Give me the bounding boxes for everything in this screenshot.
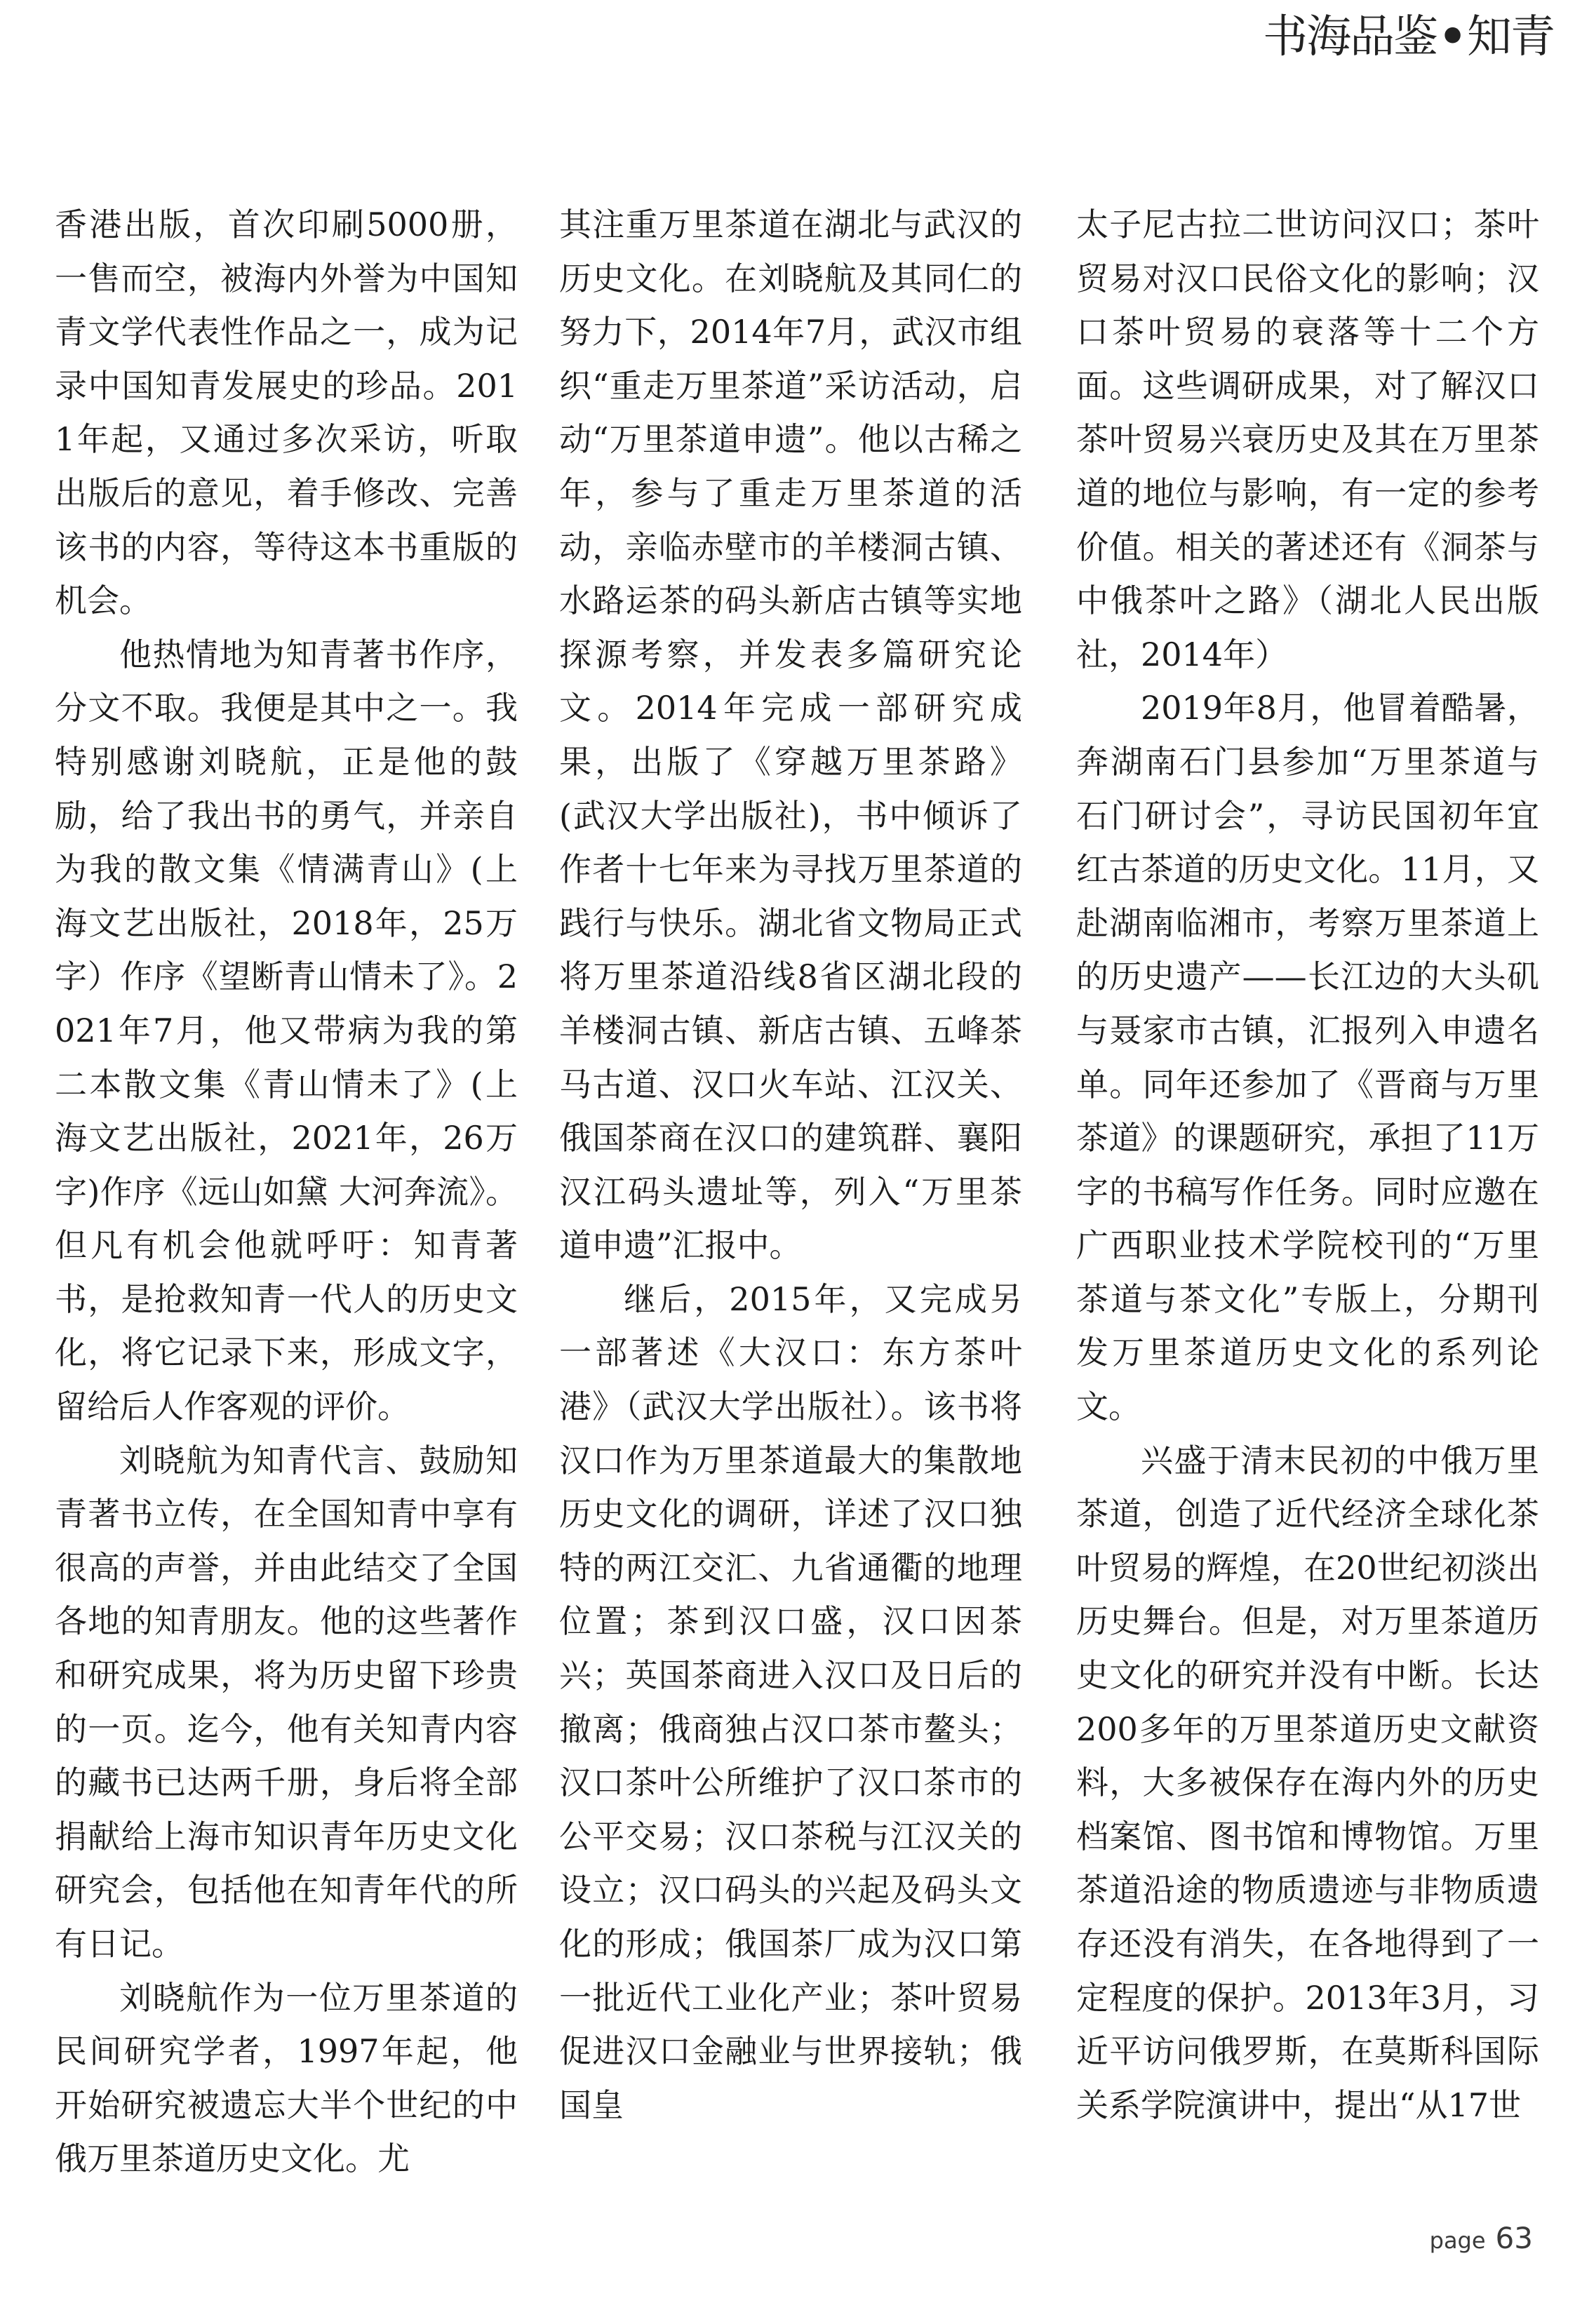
paragraph: 刘晓航为知青代言、鼓励知青著书立传，在全国知青中享有很高的声誉，并由此结交了全国各地的知青朋友。他的这些著作和研究成果，将为历史留下珍贵的一页。迄今，他有关知青内容的藏书已达两千册，身后将全部捐献给上海市知识青年历史文化研究会，包括他在知青年代的所有日记。 (55, 1441, 518, 1963)
paragraph: 其注重万里茶道在湖北与武汉的历史文化。在刘晓航及其同仁的努力下，2014年7月，武汉市组织“重走万里茶道”采访活动，启动“万里茶道申遗”。他以古稀之年，参与了重走万里茶道的活动，亲临赤壁市的羊楼洞古镇、水路运茶的码头新店古镇等实地探源考察，并发表多篇研究论文。2014年完成一部研究成果，出版了《穿越万里茶路》(武汉大学出版社)，书中倾诉了作者十七年来为寻找万里茶道的践行与快乐。湖北省文物局正式将万里茶道沿线8省区湖北段的羊楼洞古镇、新店古镇、五峰茶马古道、汉口火车站、江汉关、俄国茶商在汉口的建筑群、襄阳汉江码头遗址等，列入“万里茶道申遗”汇报中。 (559, 206, 1022, 1265)
paragraph: 刘晓航作为一位万里茶道的民间研究学者，1997年起，他开始研究被遗忘大半个世纪的中俄万里茶道历史文化。尤 (55, 1978, 518, 2178)
page-label: page (1429, 2227, 1486, 2254)
section-topic: 知青 (1467, 11, 1554, 63)
text-column-1 (55, 198, 518, 2186)
paragraph: 继后，2015年，又完成另一部著述《大汉口：东方茶叶港》（武汉大学出版社）。该书将汉口作为万里茶道最大的集散地历史文化的调研，详述了汉口独特的两江交汇、九省通衢的地理位置；茶到汉口盛，汉口因茶兴；英国茶商进入汉口及日后的撤离；俄商独占汉口茶市鳌头；汉口茶叶公所维护了汉口茶市的公平交易；汉口茶税与江汉关的设立；汉口码头的兴起及码头文化的形成；俄国茶厂成为汉口第一批近代工业化产业；茶叶贸易促进汉口金融业与世界接轨；俄国皇 (559, 1279, 1022, 2124)
section-header (1263, 6, 1554, 69)
text-column-2 (559, 198, 1022, 2132)
header-separator: • (1438, 11, 1466, 63)
page-number: 63 (1495, 2221, 1533, 2255)
paragraph: 2019年8月，他冒着酷暑，奔湖南石门县参加“万里茶道与石门研讨会”，寻访民国初年宜红古茶道的历史文化。11月，又赴湖南临湘市，考察万里茶道上的历史遗产——长江边的大头矶与聂家市古镇，汇报列入申遗名单。同年还参加了《晋商与万里茶道》的课题研究，承担了11万字的书稿写作任务。同时应邀在广西职业技术学院校刊的“万里茶道与茶文化”专版上，分期刊发万里茶道历史文化的系列论文。 (1076, 689, 1539, 1426)
paragraph: 香港出版，首次印刷5000册，一售而空，被海内外誉为中国知青文学代表性作品之一，成为记录中国知青发展史的珍品。2011年起，又通过多次采访，听取出版后的意见，着手修改、完善该书的内容，等待这本书重版的机会。 (55, 206, 518, 620)
paragraph: 太子尼古拉二世访问汉口；茶叶贸易对汉口民俗文化的影响；汉口茶叶贸易的衰落等十二个方面。这些调研成果，对了解汉口茶叶贸易兴衰历史及其在万里茶道的地位与影响，有一定的参考价值。相关的著述还有《洞茶与中俄茶叶之路》（湖北人民出版社，2014年） (1076, 206, 1539, 673)
page-footer (1430, 2221, 1533, 2255)
paragraph: 兴盛于清末民初的中俄万里茶道，创造了近代经济全球化茶叶贸易的辉煌，在20世纪初淡出历史舞台。但是，对万里茶道历史文化的研究并没有中断。长达200多年的万里茶道历史文献资料，大多被保存在海内外的历史档案馆、图书馆和博物馆。万里茶道沿途的物质遗迹与非物质遗存还没有消失，在各地得到了一定程度的保护。2013年3月，习近平访问俄罗斯，在莫斯科国际关系学院演讲中，提出“从17世 (1076, 1441, 1539, 2124)
section-title: 书海品鉴 (1263, 11, 1437, 63)
text-column-3 (1076, 198, 1539, 2132)
paragraph: 他热情地为知青著书作序，分文不取。我便是其中之一。我特别感谢刘晓航，正是他的鼓励，给了我出书的勇气，并亲自为我的散文集《情满青山》(上海文艺出版社，2018年，25万字）作序《望断青山情未了》。2021年7月，他又带病为我的第二本散文集《青山情未了》(上海文艺出版社，2021年，26万字)作序《远山如黛 大河奔流》。但凡有机会他就呼吁：知青著书，是抢救知青一代人的历史文化，将它记录下来，形成文字，留给后人作客观的评价。 (55, 635, 518, 1426)
